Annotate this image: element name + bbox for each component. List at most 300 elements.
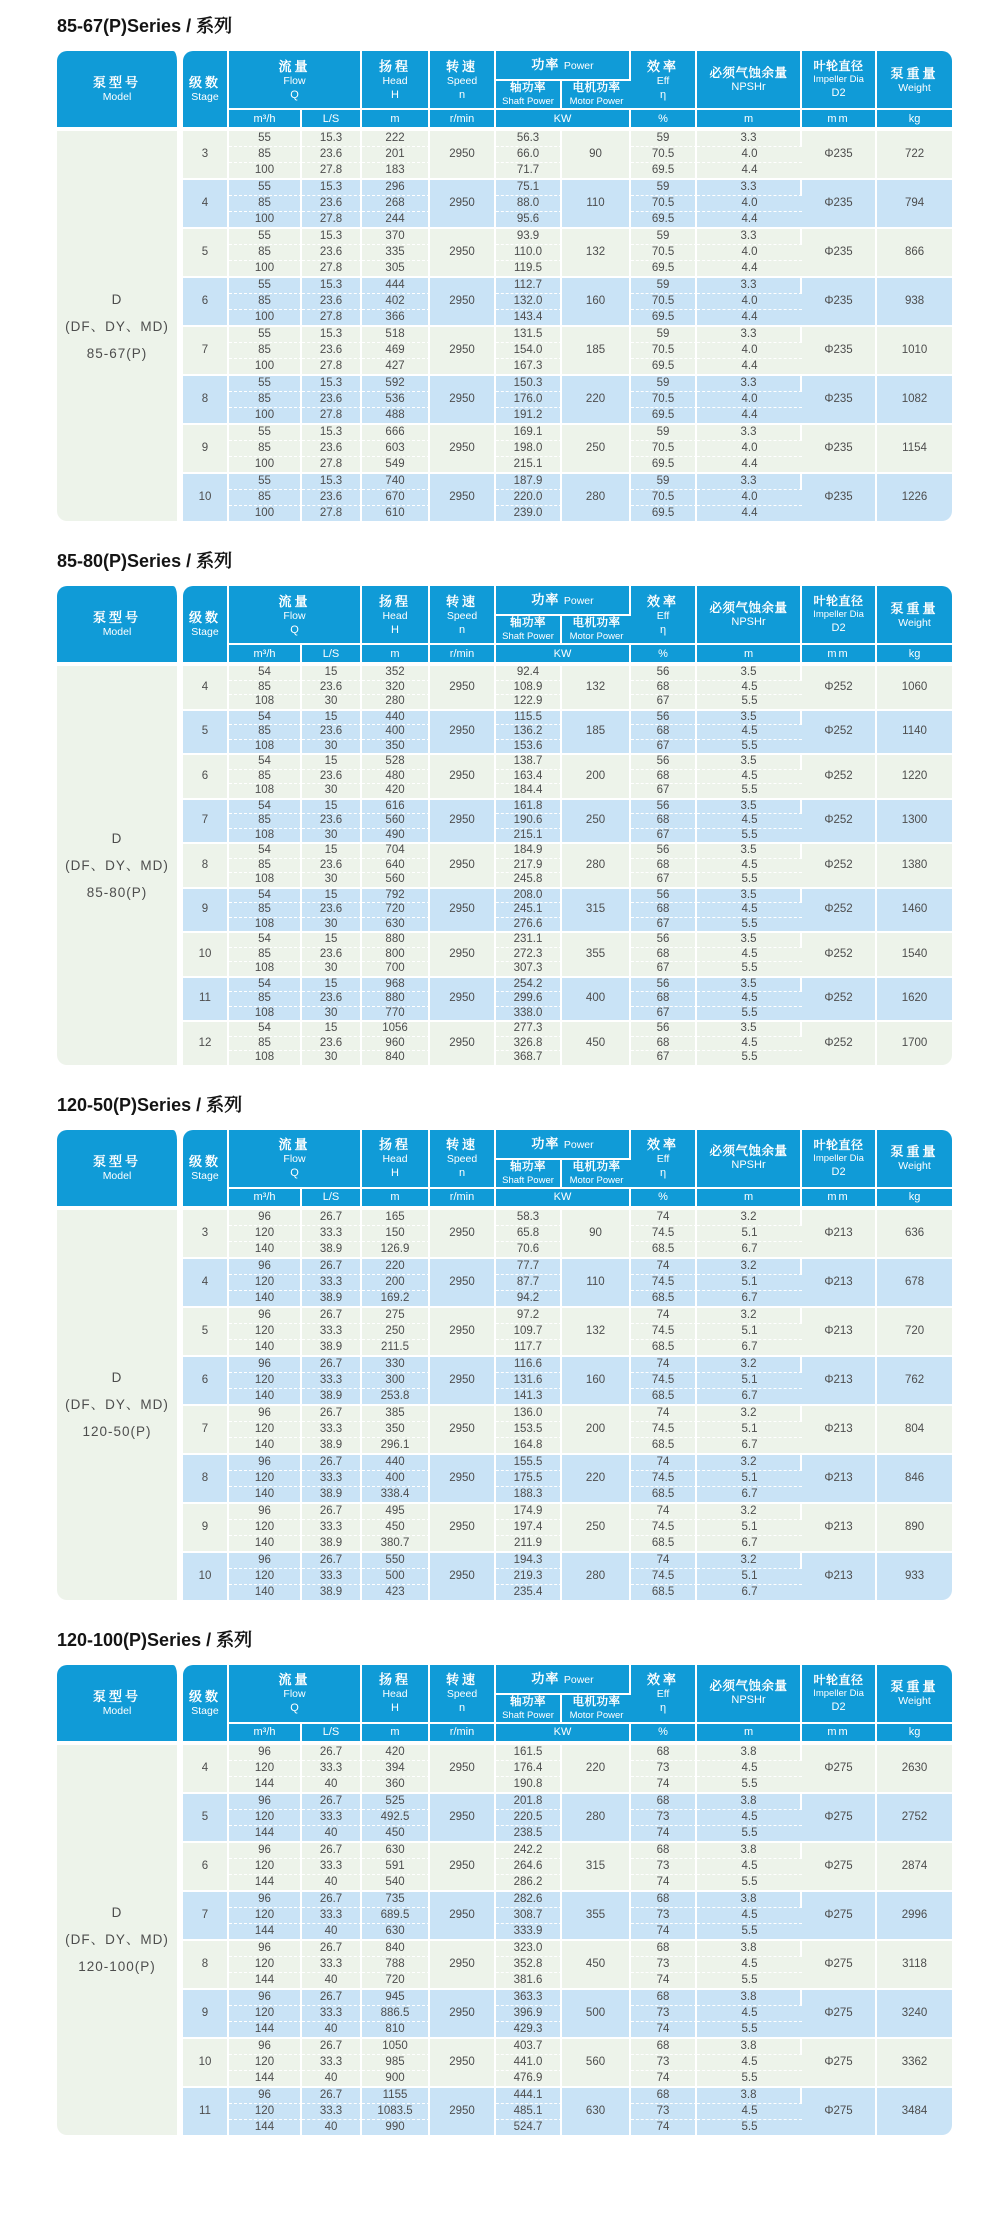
model-line: 85-67(P) [86,345,148,361]
head-value: 335 [362,244,430,260]
flow-ls-value: 40 [302,1874,362,1890]
motor-power-value: 280 [562,842,631,887]
flow-m3h-value: 144 [229,1874,302,1890]
flow-header [229,1130,362,1189]
eff-value: 68.5 [631,1486,697,1502]
eff-value: 73 [631,2054,697,2070]
impeller-dia-value: Φ235 [802,129,877,178]
head-value: 296.1 [362,1437,430,1453]
speed-value: 2950 [430,276,496,325]
eff-value: 70.5 [631,489,697,505]
head-value: 250 [362,1323,430,1339]
head-value: 560 [362,813,430,828]
shaft-power-value: 326.8 [496,1036,562,1051]
impeller-dia-value: Φ252 [802,1020,877,1065]
shaft-power-value: 215.1 [496,456,562,472]
npshr-value: 5.1 [697,1274,802,1290]
npshr-value: 3.3 [697,178,802,195]
flow-m3h-value: 55 [229,423,302,440]
model-cell [57,129,183,521]
npshr-value: 3.8 [697,1841,802,1858]
weight-value: 1140 [877,709,952,754]
impeller-header [802,51,877,110]
flow-ls-value: 23.6 [302,680,362,695]
eff-value: 67 [631,828,697,843]
eff-header-en: Eff [656,609,670,622]
stage-header [183,586,229,664]
shaft-power-value: 188.3 [496,1486,562,1502]
npshr-value: 4.0 [697,195,802,211]
unit-flow-ls: L/S [302,110,362,129]
head-value: 704 [362,842,430,858]
head-value: 450 [362,1825,430,1841]
weight-header [877,1130,952,1189]
shaft-power-value: 58.3 [496,1208,562,1225]
motor-power-value: 355 [562,931,631,976]
model-cell [57,1208,183,1600]
npshr-value: 4.5 [697,947,802,962]
model-header-cn: 泵型号 [92,75,141,90]
unit-eff: % [631,1189,697,1208]
head-header-symbol: H [391,1167,399,1179]
speed-value: 2950 [430,842,496,887]
unit-npshr: m [697,645,802,664]
eff-value: 74.5 [631,1421,697,1437]
npshr-header-cn: 必须气蚀余量 [709,1679,788,1693]
unit-impeller: mm [802,645,877,664]
eff-value: 56 [631,976,697,992]
shaft-power-value: 190.6 [496,813,562,828]
npshr-value: 4.5 [697,813,802,828]
stage-value: 4 [183,1743,229,1792]
head-value: 1155 [362,2086,430,2103]
eff-header-en: Eff [656,1688,670,1700]
impeller-dia-value: Φ235 [802,276,877,325]
weight-value: 762 [877,1355,952,1404]
power-header [496,1130,631,1160]
eff-value: 56 [631,709,697,725]
shaft-power-value: 119.5 [496,260,562,276]
eff-value: 59 [631,178,697,195]
npshr-value: 3.8 [697,2086,802,2103]
flow-ls-value: 40 [302,2119,362,2135]
stage-value: 10 [183,2037,229,2086]
flow-ls-value: 15.3 [302,227,362,244]
shaft-power-header-en: Shaft Power [502,1174,554,1186]
flow-ls-value: 23.6 [302,947,362,962]
unit-speed: r/min [430,645,496,664]
speed-header-cn: 转速 [446,58,479,74]
head-value: 275 [362,1306,430,1323]
flow-m3h-value: 85 [229,902,302,917]
motor-power-value: 315 [562,887,631,932]
flow-m3h-value: 108 [229,1050,302,1065]
motor-power-value: 630 [562,2086,631,2135]
flow-m3h-value: 144 [229,1972,302,1988]
eff-value: 67 [631,872,697,887]
stage-value: 6 [183,1355,229,1404]
flow-ls-value: 15.3 [302,325,362,342]
shaft-power-value: 429.3 [496,2021,562,2037]
eff-value: 74 [631,2021,697,2037]
flow-m3h-value: 96 [229,1939,302,1956]
head-value: 244 [362,211,430,227]
head-value: 880 [362,991,430,1006]
flow-ls-value: 40 [302,1776,362,1792]
weight-value: 866 [877,227,952,276]
flow-m3h-value: 96 [229,1792,302,1809]
head-value: 490 [362,828,430,843]
npshr-value: 5.5 [697,2070,802,2086]
head-header [362,586,430,645]
eff-value: 74.5 [631,1225,697,1241]
flow-m3h-value: 120 [229,1907,302,1923]
shaft-power-value: 363.3 [496,1988,562,2005]
npshr-header-en: NPSHr [731,615,766,628]
head-value: 735 [362,1890,430,1907]
npshr-value: 4.5 [697,1858,802,1874]
head-header [362,1665,430,1724]
eff-value: 69.5 [631,505,697,521]
stage-value: 12 [183,1020,229,1065]
head-value: 1083.5 [362,2103,430,2119]
flow-ls-value: 23.6 [302,1036,362,1051]
shaft-power-value: 70.6 [496,1241,562,1257]
eff-value: 73 [631,2103,697,2119]
weight-value: 1082 [877,374,952,423]
npshr-value: 3.2 [697,1551,802,1568]
head-value: 536 [362,391,430,407]
impeller-dia-value: Φ213 [802,1208,877,1257]
weight-value: 1010 [877,325,952,374]
shaft-power-value: 299.6 [496,991,562,1006]
weight-value: 1620 [877,976,952,1021]
impeller-header-cn: 叶轮直径 [813,1672,864,1687]
npshr-value: 3.5 [697,709,802,725]
shaft-power-value: 441.0 [496,2054,562,2070]
npshr-value: 3.8 [697,1890,802,1907]
flow-m3h-value: 120 [229,1470,302,1486]
flow-m3h-value: 140 [229,1388,302,1404]
npshr-value: 4.0 [697,293,802,309]
model-header-cn: 泵型号 [92,1688,141,1704]
head-value: 518 [362,325,430,342]
npshr-value: 4.5 [697,2005,802,2021]
npshr-value: 6.7 [697,1584,802,1600]
flow-m3h-value: 85 [229,1036,302,1051]
head-value: 440 [362,1453,430,1470]
eff-value: 68 [631,1988,697,2005]
flow-ls-value: 23.6 [302,858,362,873]
eff-header-cn: 效率 [647,593,680,609]
npshr-value: 3.5 [697,798,802,814]
shaft-power-value: 187.9 [496,472,562,489]
flow-m3h-value: 120 [229,1760,302,1776]
flow-m3h-value: 140 [229,1241,302,1257]
eff-value: 56 [631,753,697,769]
flow-ls-value: 26.7 [302,2037,362,2054]
eff-value: 59 [631,129,697,146]
flow-ls-value: 40 [302,2070,362,2086]
head-value: 450 [362,1519,430,1535]
npshr-value: 5.1 [697,1568,802,1584]
motor-power-value: 450 [562,1020,631,1065]
power-header-en: Power [563,1673,594,1686]
series-section [57,1091,952,1600]
eff-header [631,51,697,110]
flow-header-symbol: Q [290,88,299,101]
model-line: 120-50(P) [82,1424,152,1439]
eff-value: 68 [631,813,697,828]
speed-header-en: Speed [446,609,478,622]
eff-header [631,1130,697,1189]
speed-value: 2950 [430,887,496,932]
eff-value: 68 [631,2086,697,2103]
unit-flow-m3h: m³/h [229,110,302,129]
eff-value: 69.5 [631,456,697,472]
flow-ls-value: 15 [302,664,362,680]
npshr-header-en: NPSHr [731,1159,766,1171]
shaft-power-header-cn: 轴功率 [510,82,547,94]
head-value: 280 [362,694,430,709]
npshr-value: 5.5 [697,694,802,709]
head-value: 220 [362,1257,430,1274]
impeller-dia-value: Φ252 [802,753,877,798]
impeller-dia-value: Φ252 [802,931,877,976]
flow-ls-value: 33.3 [302,1323,362,1339]
shaft-power-value: 403.7 [496,2037,562,2054]
flow-ls-value: 23.6 [302,342,362,358]
head-header-en: Head [382,1153,408,1165]
flow-ls-value: 23.6 [302,489,362,505]
eff-value: 59 [631,276,697,293]
npshr-header [697,1130,802,1189]
speed-value: 2950 [430,1502,496,1551]
npshr-header [697,1665,802,1724]
flow-ls-value: 23.6 [302,724,362,739]
motor-power-value: 250 [562,1502,631,1551]
head-value: 670 [362,489,430,505]
npshr-value: 3.2 [697,1404,802,1421]
head-header-en: Head [382,1688,408,1700]
impeller-dia-value: Φ213 [802,1551,877,1600]
npshr-value: 5.5 [697,739,802,754]
eff-value: 70.5 [631,146,697,162]
flow-m3h-value: 140 [229,1535,302,1551]
shaft-power-value: 141.3 [496,1388,562,1404]
flow-m3h-value: 85 [229,991,302,1006]
motor-power-value: 220 [562,374,631,423]
head-header-cn: 扬程 [379,593,412,609]
motor-power-value: 280 [562,1792,631,1841]
stage-value: 5 [183,709,229,754]
eff-header-symbol: η [659,623,667,636]
speed-header-symbol: n [458,1702,466,1714]
model-header [57,1130,183,1208]
stage-value: 7 [183,1404,229,1453]
flow-ls-value: 30 [302,1006,362,1021]
unit-npshr: m [697,110,802,129]
motor-power-value: 400 [562,976,631,1021]
power-header-en: Power [563,1138,594,1151]
eff-value: 74 [631,1923,697,1939]
flow-m3h-value: 85 [229,293,302,309]
shaft-power-header-cn: 轴功率 [510,617,547,629]
eff-value: 68.5 [631,1339,697,1355]
npshr-value: 4.4 [697,260,802,276]
shaft-power-value: 163.4 [496,769,562,784]
flow-m3h-value: 85 [229,342,302,358]
eff-value: 73 [631,2005,697,2021]
flow-ls-value: 26.7 [302,1453,362,1470]
flow-m3h-value: 140 [229,1339,302,1355]
head-value: 630 [362,1841,430,1858]
npshr-value: 4.4 [697,162,802,178]
stage-value: 3 [183,1208,229,1257]
head-value: 968 [362,976,430,992]
eff-value: 67 [631,694,697,709]
flow-ls-value: 38.9 [302,1437,362,1453]
impeller-dia-value: Φ275 [802,2086,877,2135]
pump-spec-table [57,51,952,521]
motor-power-value: 110 [562,1257,631,1306]
head-header-cn: 扬程 [379,58,412,74]
flow-ls-value: 15.3 [302,129,362,146]
impeller-dia-value: Φ235 [802,178,877,227]
npshr-value: 5.5 [697,1923,802,1939]
eff-value: 74 [631,1874,697,1890]
flow-ls-value: 15 [302,798,362,814]
head-value: 610 [362,505,430,521]
shaft-power-value: 143.4 [496,309,562,325]
eff-value: 68 [631,680,697,695]
shaft-power-value: 197.4 [496,1519,562,1535]
model-header-en: Model [102,626,132,638]
eff-value: 74 [631,2070,697,2086]
flow-ls-value: 33.3 [302,1809,362,1825]
shaft-power-value: 323.0 [496,1939,562,1956]
npshr-value: 3.5 [697,1020,802,1036]
shaft-power-value: 191.2 [496,407,562,423]
speed-value: 2950 [430,709,496,754]
shaft-power-value: 110.0 [496,244,562,260]
flow-m3h-value: 85 [229,146,302,162]
stage-value: 10 [183,1551,229,1600]
npshr-value: 3.5 [697,842,802,858]
motor-power-value: 200 [562,1404,631,1453]
motor-power-value: 185 [562,325,631,374]
flow-m3h-value: 144 [229,2119,302,2135]
flow-m3h-value: 120 [229,1519,302,1535]
flow-ls-value: 23.6 [302,440,362,456]
flow-ls-value: 30 [302,694,362,709]
impeller-dia-value: Φ213 [802,1502,877,1551]
head-value: 616 [362,798,430,814]
flow-ls-value: 33.3 [302,1225,362,1241]
flow-ls-value: 26.7 [302,1939,362,1956]
npshr-value: 4.0 [697,440,802,456]
npshr-header [697,586,802,645]
weight-value: 720 [877,1306,952,1355]
npshr-value: 3.3 [697,374,802,391]
shaft-power-value: 94.2 [496,1290,562,1306]
head-value: 469 [362,342,430,358]
weight-header-en: Weight [898,1160,931,1172]
flow-header-symbol: Q [290,1702,299,1714]
shaft-power-value: 93.9 [496,227,562,244]
npshr-value: 4.5 [697,769,802,784]
flow-m3h-value: 96 [229,1743,302,1760]
stage-value: 5 [183,1306,229,1355]
flow-m3h-value: 85 [229,724,302,739]
eff-value: 74 [631,1972,697,1988]
flow-ls-value: 23.6 [302,813,362,828]
stage-value: 4 [183,664,229,709]
shaft-power-header [496,616,562,645]
shaft-power-value: 109.7 [496,1323,562,1339]
shaft-power-value: 122.9 [496,694,562,709]
flow-m3h-value: 120 [229,1274,302,1290]
unit-eff: % [631,1724,697,1743]
shaft-power-value: 277.3 [496,1020,562,1036]
eff-value: 69.5 [631,309,697,325]
flow-m3h-value: 85 [229,195,302,211]
head-value: 525 [362,1792,430,1809]
head-value: 770 [362,1006,430,1021]
impeller-dia-value: Φ235 [802,325,877,374]
head-value: 423 [362,1584,430,1600]
power-header-cn: 功率 [531,592,560,607]
shaft-power-value: 161.5 [496,1743,562,1760]
shaft-power-value: 238.5 [496,1825,562,1841]
flow-ls-value: 27.8 [302,407,362,423]
shaft-power-value: 286.2 [496,1874,562,1890]
flow-m3h-value: 120 [229,1956,302,1972]
head-value: 720 [362,902,430,917]
impeller-header-en: Impeller Dia [813,609,864,620]
shaft-power-value: 132.0 [496,293,562,309]
flow-ls-value: 15 [302,753,362,769]
eff-value: 68.5 [631,1437,697,1453]
flow-m3h-value: 96 [229,1453,302,1470]
head-value: 222 [362,129,430,146]
head-value: 402 [362,293,430,309]
eff-value: 68 [631,902,697,917]
shaft-power-value: 161.8 [496,798,562,814]
head-value: 253.8 [362,1388,430,1404]
eff-value: 68.5 [631,1535,697,1551]
head-value: 603 [362,440,430,456]
flow-ls-value: 23.6 [302,244,362,260]
stage-value: 4 [183,1257,229,1306]
flow-ls-value: 26.7 [302,1743,362,1760]
shaft-power-value: 65.8 [496,1225,562,1241]
weight-header-cn: 泵重量 [890,65,939,81]
flow-ls-value: 30 [302,961,362,976]
flow-m3h-value: 55 [229,325,302,342]
speed-value: 2950 [430,1453,496,1502]
unit-speed: r/min [430,1189,496,1208]
shaft-power-value: 77.7 [496,1257,562,1274]
head-value: 201 [362,146,430,162]
head-value: 540 [362,1874,430,1890]
eff-value: 74 [631,1257,697,1274]
npshr-value: 4.5 [697,724,802,739]
flow-m3h-value: 85 [229,440,302,456]
flow-m3h-value: 120 [229,2005,302,2021]
head-value: 840 [362,1939,430,1956]
npshr-value: 3.3 [697,325,802,342]
